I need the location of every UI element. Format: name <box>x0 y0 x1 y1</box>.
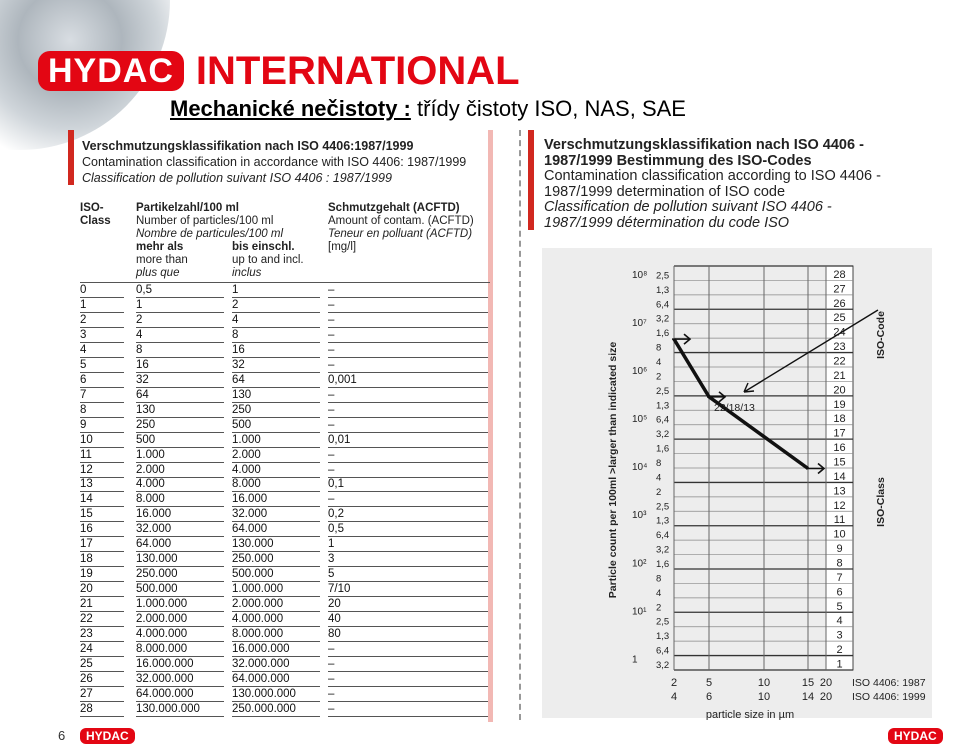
y-sublabel: 2,5 <box>656 501 670 513</box>
iso-code-label: 1 <box>836 658 843 671</box>
y-sublabel: 1,3 <box>656 631 670 643</box>
table-row <box>80 508 490 522</box>
chart-heading-en-1: Contamination classification according to ISO 4406 - <box>544 168 881 184</box>
more-than-cell: 1 <box>136 298 143 311</box>
up-to-cell: 16.000 <box>232 493 268 506</box>
table-row <box>80 329 490 343</box>
col-header-class <box>80 202 111 228</box>
table-row <box>80 464 490 478</box>
up-to-en: up to and incl. <box>232 254 304 266</box>
table-row <box>80 553 490 567</box>
contamination-cell: – <box>328 298 335 311</box>
table-row <box>80 658 490 672</box>
iso-class-cell: 14 <box>80 493 93 506</box>
up-to-cell: 130.000.000 <box>232 687 296 700</box>
more-than-de: mehr als <box>136 241 184 253</box>
panel-divider <box>519 130 523 720</box>
contamination-cell: – <box>328 343 335 356</box>
y-sublabel: 6,4 <box>656 414 670 426</box>
more-than-cell: 250.000 <box>136 568 178 581</box>
x-tick-1999: 10 <box>757 691 771 703</box>
more-than-cell: 2.000.000 <box>136 613 188 626</box>
up-to-cell: 32.000 <box>232 508 268 521</box>
x-tick-1987: 20 <box>819 677 833 689</box>
y-decade-label: 10⁷ <box>632 318 647 330</box>
up-to-cell: 32.000.000 <box>232 658 290 670</box>
x-legend-1999: ISO 4406: 1999 <box>852 691 926 703</box>
more-than-cell: 4 <box>136 328 143 341</box>
iso-code-label: 23 <box>833 341 846 354</box>
table-row <box>80 688 490 702</box>
iso-code-label: 4 <box>836 615 843 628</box>
y-decade-label: 1 <box>632 654 638 666</box>
table-row <box>80 299 490 313</box>
iso-code-label: 9 <box>836 543 843 556</box>
up-to-cell: 64 <box>232 373 245 386</box>
x-tick-1999: 20 <box>819 691 833 703</box>
iso-table-panel <box>68 130 496 722</box>
iso-code-label: 13 <box>833 485 846 498</box>
table-row <box>80 703 490 717</box>
iso-class-cell: 19 <box>80 568 93 581</box>
up-to-cell: 2.000.000 <box>232 598 284 611</box>
y-decade-label: 10³ <box>632 510 647 522</box>
hydac-logo <box>38 50 520 92</box>
iso-class-cell: 23 <box>80 628 93 641</box>
y-sublabel: 6,4 <box>656 645 670 657</box>
footer-logo-right: HYDAC <box>888 728 943 744</box>
more-than-cell: 8.000.000 <box>136 643 188 656</box>
table-row <box>80 568 490 582</box>
iso-code-label: 2 <box>836 644 843 657</box>
y-decade-label: 10⁶ <box>632 366 648 378</box>
contamination-cell: 0,5 <box>328 523 344 536</box>
x-tick-1987: 10 <box>757 677 771 689</box>
up-to-cell: 1 <box>232 284 239 296</box>
more-than-cell: 2.000 <box>136 463 165 476</box>
col-header-up-to <box>232 241 304 280</box>
table-row <box>80 673 490 687</box>
contamination-cell: 80 <box>328 628 341 641</box>
table-row <box>80 538 490 552</box>
up-to-cell: 8 <box>232 328 239 341</box>
iso-code-label: 26 <box>833 297 846 310</box>
iso-code-label: 3 <box>836 629 843 642</box>
iso-code-label: 20 <box>833 384 846 397</box>
up-to-cell: 2 <box>232 298 239 311</box>
more-than-cell: 130.000 <box>136 553 178 566</box>
contamination-cell: – <box>328 493 335 506</box>
table-row <box>80 404 490 418</box>
iso-class-cell: 21 <box>80 598 93 611</box>
table-row <box>80 583 490 597</box>
x-tick-1987: 5 <box>705 677 713 689</box>
title-underlined: Mechanické nečistoty : <box>170 96 411 121</box>
chart-heading-de-1: Verschmutzungsklassifikation nach ISO 4406 - <box>544 137 864 153</box>
more-than-cell: 8 <box>136 343 143 356</box>
iso-class-cell: 5 <box>80 358 87 371</box>
up-to-cell: 16 <box>232 343 245 356</box>
col-contam-fr: Teneur en polluant (ACFTD) <box>328 228 473 240</box>
more-than-cell: 32 <box>136 373 149 386</box>
up-to-cell: 500.000 <box>232 568 274 581</box>
up-to-cell: 64.000 <box>232 523 268 536</box>
table-row <box>80 613 490 627</box>
table-row <box>80 449 490 463</box>
more-than-cell: 32.000.000 <box>136 672 194 685</box>
iso-code-label: 10 <box>833 528 846 541</box>
table-row <box>80 284 490 298</box>
contamination-cell: – <box>328 658 335 670</box>
iso-class-cell: 16 <box>80 523 93 536</box>
table-row <box>80 598 490 612</box>
col-contam-en: Amount of contam. (ACFTD) <box>328 215 474 227</box>
y-sublabel: 1,6 <box>656 443 670 455</box>
contamination-cell: – <box>328 672 335 685</box>
more-than-cell: 500 <box>136 433 156 446</box>
contamination-cell: – <box>328 448 335 461</box>
up-to-cell: 130 <box>232 388 252 401</box>
table-heading-de: Verschmutzungsklassifikation nach ISO 4406:1987/1999 <box>82 139 414 153</box>
x-tick-1999: 6 <box>705 691 713 703</box>
contamination-cell: 3 <box>328 553 335 566</box>
iso-code-label: 22 <box>833 355 846 368</box>
iso-code-label: 18 <box>833 413 846 426</box>
table-heading-fr: Classification de pollution suivant ISO 4406 : 1987/1999 <box>82 171 392 185</box>
iso-class-cell: 11 <box>80 448 92 461</box>
iso-class-cell: 18 <box>80 553 93 566</box>
y-sublabel: 1,6 <box>656 559 670 570</box>
more-than-cell: 130 <box>136 403 156 416</box>
contamination-cell: 7/10 <box>328 583 351 596</box>
more-than-cell: 1.000.000 <box>136 598 188 611</box>
iso-class-cell: 20 <box>80 583 93 596</box>
iso-code-label: 12 <box>833 499 846 512</box>
contamination-cell: – <box>328 328 335 341</box>
up-to-fr: inclus <box>232 267 262 279</box>
table-row <box>80 389 490 403</box>
y-decade-label: 10⁴ <box>632 462 648 474</box>
x-legend-1987: ISO 4406: 1987 <box>852 677 926 689</box>
more-than-cell: 8.000 <box>136 493 165 506</box>
iso-code-label: 15 <box>833 456 846 469</box>
y-sublabel: 4 <box>656 357 662 368</box>
red-accent-bar <box>68 130 74 185</box>
contamination-cell: – <box>328 358 335 371</box>
iso-code-label: 5 <box>836 600 843 613</box>
col-class-line2: Class <box>80 215 111 227</box>
iso-code-side-label: ISO-Code <box>875 311 887 359</box>
up-to-cell: 250 <box>232 403 252 416</box>
iso-code-label: 7 <box>836 571 843 584</box>
more-than-cell: 16 <box>136 358 149 371</box>
more-than-en: more than <box>136 254 188 266</box>
up-to-cell: 4.000.000 <box>232 613 284 626</box>
up-to-de: bis einschl. <box>232 241 295 253</box>
y-decade-label: 10⁸ <box>632 270 648 281</box>
title-rest: třídy čistoty ISO, NAS, SAE <box>417 96 686 121</box>
more-than-cell: 64.000 <box>136 538 172 551</box>
x-axis-label: particle size in µm <box>705 709 795 720</box>
footer-logo-left: HYDAC <box>80 728 135 744</box>
col-header-contamination <box>328 202 474 254</box>
iso-class-cell: 4 <box>80 343 87 356</box>
x-tick-1987: 15 <box>801 677 815 689</box>
contamination-cell: – <box>328 284 335 296</box>
page-title <box>170 96 686 122</box>
y-sublabel: 6,4 <box>656 530 670 542</box>
table-row <box>80 628 490 642</box>
chart-heading-de-2: 1987/1999 Bestimmung des ISO-Codes <box>544 152 812 169</box>
more-than-cell: 1.000 <box>136 448 165 461</box>
table-heading <box>82 138 466 186</box>
y-sublabel: 1,6 <box>656 328 670 340</box>
more-than-cell: 250 <box>136 418 156 431</box>
table-heading-en: Contamination classification in accordance with ISO 4406: 1987/1999 <box>82 155 467 169</box>
iso-code-label: 24 <box>833 326 846 339</box>
col-particles-fr: Nombre de particules/100 ml <box>136 228 284 240</box>
y-decade-label: 10² <box>632 558 647 570</box>
up-to-cell: 4 <box>232 313 239 326</box>
more-than-cell: 64.000.000 <box>136 687 194 700</box>
iso-class-cell: 13 <box>80 478 93 491</box>
iso-code-label: 19 <box>833 398 846 411</box>
y-sublabel: 2 <box>656 602 662 614</box>
y-decade-label: 10⁵ <box>632 414 648 426</box>
iso-code-label: 14 <box>833 470 846 483</box>
header-divider <box>80 282 490 283</box>
iso-class-cell: 6 <box>80 373 87 386</box>
y-sublabel: 8 <box>656 573 662 585</box>
up-to-cell: 250.000.000 <box>232 702 296 715</box>
col-class-line1: ISO- <box>80 202 104 214</box>
contamination-cell: 1 <box>328 538 335 551</box>
y-sublabel: 3,2 <box>656 544 670 556</box>
y-sublabel: 2,5 <box>656 270 670 282</box>
chart-heading-fr-2: 1987/1999 détermination du code ISO <box>544 214 790 231</box>
y-sublabel: 8 <box>656 342 662 354</box>
up-to-cell: 8.000.000 <box>232 628 284 641</box>
contamination-cell: 0,001 <box>328 373 357 386</box>
iso-class-cell: 3 <box>80 328 87 341</box>
iso-code-label: 8 <box>836 557 843 570</box>
more-than-cell: 64 <box>136 388 149 401</box>
col-contam-unit: [mg/l] <box>328 241 357 253</box>
more-than-cell: 4.000 <box>136 478 165 491</box>
up-to-cell: 32 <box>232 358 245 371</box>
iso-code-label: 16 <box>833 442 846 455</box>
up-to-cell: 4.000 <box>232 463 261 476</box>
y-sublabel: 6,4 <box>656 299 670 311</box>
up-to-cell: 130.000 <box>232 538 274 551</box>
y-sublabel: 1,3 <box>656 284 670 296</box>
iso-code-label: 28 <box>833 268 846 281</box>
contamination-cell: 0,1 <box>328 478 344 491</box>
more-than-cell: 16.000 <box>136 508 172 521</box>
iso-code-label: 11 <box>833 514 846 527</box>
annotation-label: 22/18/13 <box>714 402 755 414</box>
iso-class-cell: 0 <box>80 284 87 296</box>
col-header-more-than <box>136 241 188 280</box>
more-than-fr: plus que <box>136 267 180 279</box>
iso-class-cell: 9 <box>80 418 87 431</box>
y-sublabel: 2 <box>656 486 662 498</box>
more-than-cell: 500.000 <box>136 583 178 596</box>
iso-class-cell: 12 <box>80 463 93 476</box>
table-row <box>80 374 490 388</box>
table-row <box>80 359 490 373</box>
col-particles-de: Partikelzahl/100 ml <box>136 202 239 214</box>
contamination-cell: – <box>328 643 335 656</box>
contamination-cell: – <box>328 403 335 416</box>
iso-class-cell: 22 <box>80 613 93 626</box>
iso-class-cell: 7 <box>80 388 87 401</box>
table-row <box>80 523 490 537</box>
iso-class-cell: 27 <box>80 687 93 700</box>
logo-mark: HYDAC <box>38 51 184 91</box>
more-than-cell: 16.000.000 <box>136 658 194 670</box>
logo-text: INTERNATIONAL <box>195 48 520 93</box>
y-sublabel: 2 <box>656 371 662 383</box>
chart-heading-en-2: 1987/1999 determination of ISO code <box>544 183 786 200</box>
iso-code-label: 17 <box>833 427 846 440</box>
iso-code-label: 21 <box>833 369 846 382</box>
more-than-cell: 2 <box>136 313 143 326</box>
y-sublabel: 1,3 <box>656 515 670 527</box>
y-sublabel: 2,5 <box>656 385 670 397</box>
y-sublabel: 3,2 <box>656 313 670 325</box>
more-than-cell: 32.000 <box>136 523 172 536</box>
iso-class-cell: 28 <box>80 702 93 715</box>
table-row <box>80 434 490 448</box>
iso-class-cell: 17 <box>80 538 93 551</box>
iso-class-cell: 15 <box>80 508 93 521</box>
table-row <box>80 344 490 358</box>
contamination-cell: – <box>328 388 335 401</box>
up-to-cell: 500 <box>232 418 252 431</box>
table-row <box>80 493 490 507</box>
y-axis-label: Particle count per 100ml >larger than indicated size <box>607 341 619 599</box>
contamination-cell: 40 <box>328 613 341 626</box>
up-to-cell: 250.000 <box>232 553 274 566</box>
more-than-cell: 4.000.000 <box>136 628 188 641</box>
up-to-cell: 8.000 <box>232 478 261 491</box>
up-to-cell: 2.000 <box>232 448 261 461</box>
iso-class-cell: 24 <box>80 643 93 656</box>
col-contam-de: Schmutzgehalt (ACFTD) <box>328 202 460 214</box>
y-sublabel: 4 <box>656 587 662 599</box>
iso-code-label: 27 <box>833 283 846 296</box>
iso-class-cell: 2 <box>80 313 87 326</box>
table-row <box>80 643 490 657</box>
page-number: 6 <box>58 728 66 743</box>
y-sublabel: 8 <box>656 458 662 469</box>
iso-class-side-label: ISO-Class <box>875 477 887 527</box>
table-row <box>80 314 490 328</box>
contamination-cell: 20 <box>328 598 341 611</box>
up-to-cell: 1.000.000 <box>232 583 284 596</box>
table-row <box>80 478 490 492</box>
y-sublabel: 4 <box>656 472 662 484</box>
iso-class-cell: 1 <box>80 298 87 311</box>
iso-class-cell: 25 <box>80 658 93 670</box>
y-sublabel: 3,2 <box>656 429 670 441</box>
up-to-cell: 16.000.000 <box>232 643 290 656</box>
iso-class-cell: 26 <box>80 672 93 685</box>
y-sublabel: 3,2 <box>656 660 670 671</box>
up-to-cell: 1.000 <box>232 433 261 446</box>
more-than-cell: 130.000.000 <box>136 702 200 715</box>
y-decade-label: 10¹ <box>632 606 647 618</box>
table-row <box>80 419 490 433</box>
y-sublabel: 1,3 <box>656 400 670 412</box>
up-to-cell: 64.000.000 <box>232 672 290 685</box>
y-sublabel: 2,5 <box>656 616 670 628</box>
iso-code-label: 6 <box>836 586 843 599</box>
chart-heading-fr-1: Classification de pollution suivant ISO 4406 - <box>544 199 832 215</box>
col-particles-en: Number of particles/100 ml <box>136 215 274 227</box>
x-tick-1987: 2 <box>670 677 678 689</box>
contamination-cell: 5 <box>328 568 335 581</box>
contamination-cell: – <box>328 687 335 700</box>
x-tick-1999: 4 <box>670 691 678 703</box>
iso-class-cell: 8 <box>80 403 87 416</box>
contamination-cell: 0,01 <box>328 433 351 446</box>
contamination-cell: – <box>328 313 335 326</box>
contamination-cell: – <box>328 463 335 476</box>
contamination-cell: – <box>328 702 335 715</box>
iso-code-panel <box>528 130 960 720</box>
series-arrow <box>806 463 824 473</box>
iso-code-chart <box>528 130 960 720</box>
contamination-cell: – <box>328 418 335 431</box>
contamination-cell: 0,2 <box>328 508 344 521</box>
x-tick-1999: 14 <box>801 691 815 703</box>
more-than-cell: 0,5 <box>136 284 152 296</box>
col-header-particles <box>136 202 283 241</box>
iso-class-cell: 10 <box>80 433 93 446</box>
iso-code-label: 25 <box>833 312 846 325</box>
